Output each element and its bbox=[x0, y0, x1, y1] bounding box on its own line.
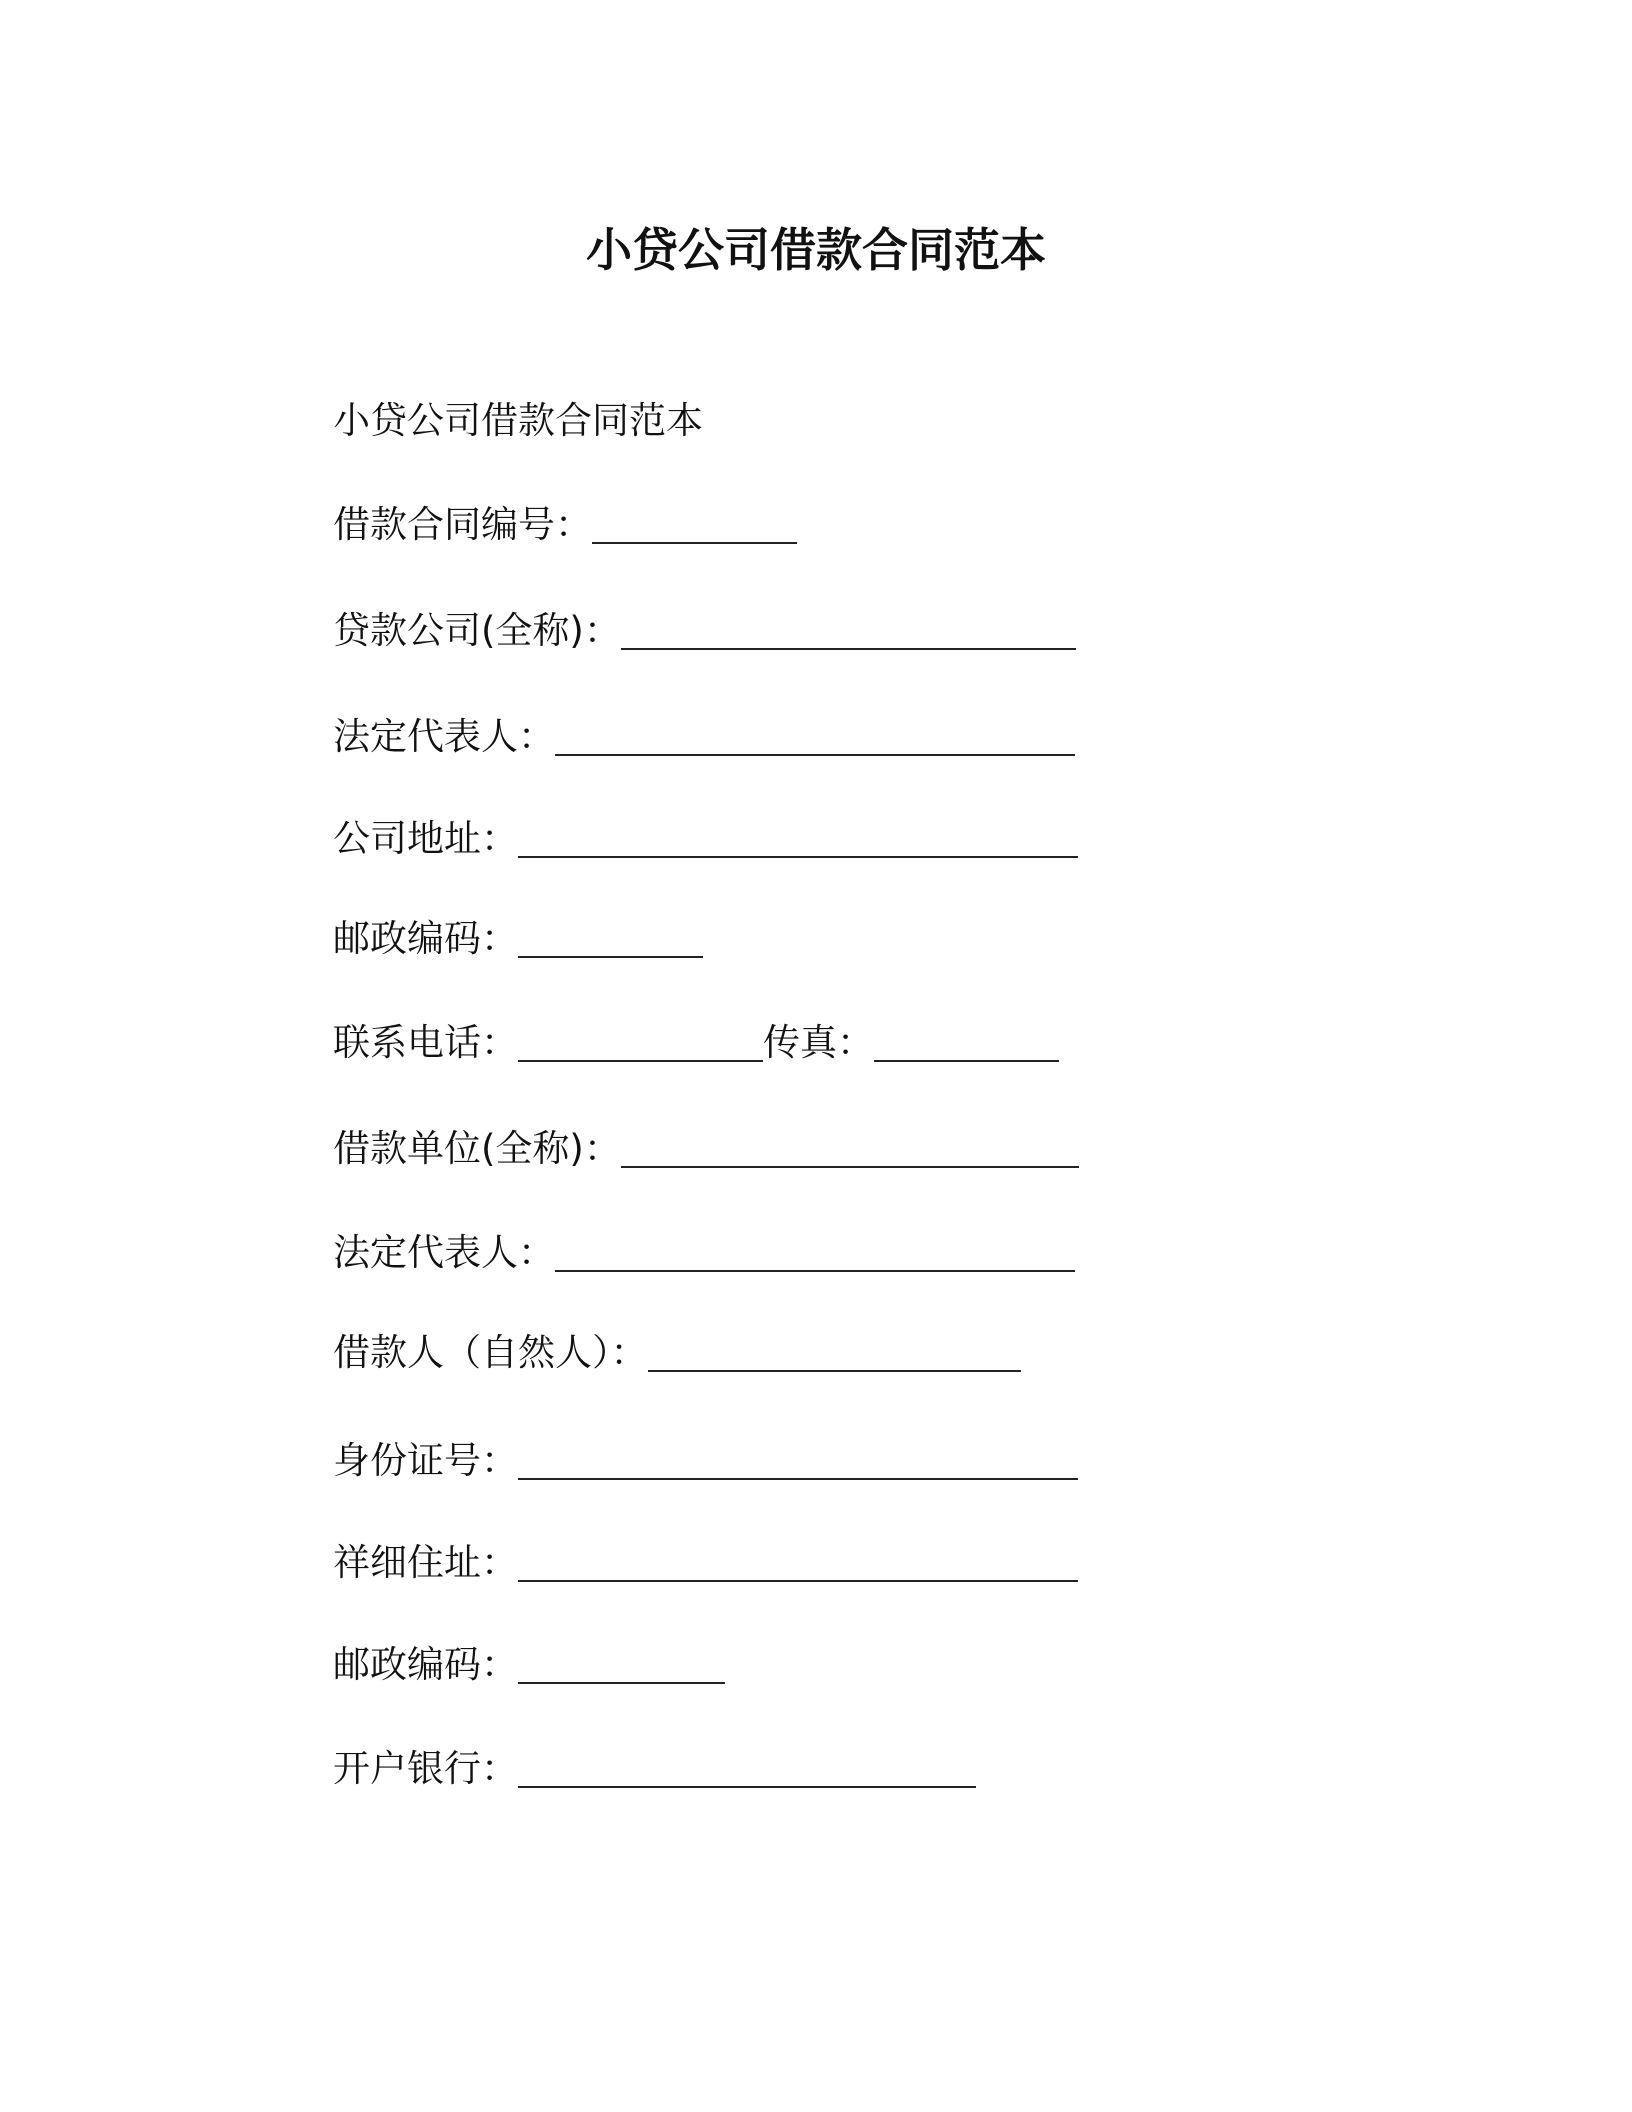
fill-blank bbox=[518, 820, 1078, 858]
fill-blank bbox=[621, 1130, 1079, 1168]
fill-blank bbox=[555, 718, 1075, 756]
field-contract-number bbox=[333, 500, 797, 550]
subtitle-text: 小贷公司借款合同范本 bbox=[333, 399, 703, 442]
field-phone-fax bbox=[333, 1018, 1059, 1068]
field-label: 邮政编码： bbox=[333, 917, 518, 960]
field-label: 联系电话： bbox=[333, 1021, 518, 1064]
field-company-address bbox=[333, 814, 1078, 864]
field-label: 借款人（自然人）： bbox=[333, 1331, 648, 1374]
fill-blank bbox=[648, 1334, 1021, 1372]
field-postal-code-2 bbox=[333, 1640, 725, 1690]
field-label: 祥细住址： bbox=[333, 1541, 518, 1584]
fill-blank bbox=[621, 612, 1076, 650]
field-label: 贷款公司(全称)： bbox=[333, 609, 621, 652]
fill-blank bbox=[518, 1646, 725, 1684]
field-label: 邮政编码： bbox=[333, 1643, 518, 1686]
fill-blank bbox=[592, 506, 797, 544]
field-label: 开户银行： bbox=[333, 1747, 518, 1790]
field-label: 法定代表人： bbox=[333, 1231, 555, 1274]
field-label: 借款单位(全称)： bbox=[333, 1127, 621, 1170]
fill-blank bbox=[555, 1234, 1075, 1272]
fill-blank bbox=[518, 920, 703, 958]
fill-blank bbox=[518, 1750, 976, 1788]
field-bank bbox=[333, 1744, 976, 1794]
field-label-fax: 传真： bbox=[763, 1021, 874, 1064]
fill-blank bbox=[518, 1442, 1078, 1480]
field-label: 公司地址： bbox=[333, 817, 518, 860]
fill-blank bbox=[874, 1024, 1059, 1062]
document-subtitle bbox=[333, 396, 703, 446]
field-postal-code bbox=[333, 914, 703, 964]
field-label: 借款合同编号： bbox=[333, 503, 592, 546]
field-id-number bbox=[333, 1436, 1078, 1486]
field-borrower-legal-representative bbox=[333, 1228, 1075, 1278]
document-title: 小贷公司借款合同范本 bbox=[586, 223, 1046, 277]
field-borrower-unit bbox=[333, 1124, 1079, 1174]
fill-blank bbox=[518, 1544, 1078, 1582]
field-lender-name bbox=[333, 606, 1076, 656]
field-label: 法定代表人： bbox=[333, 715, 555, 758]
field-legal-representative bbox=[333, 712, 1075, 762]
field-borrower-person bbox=[333, 1328, 1021, 1378]
field-detailed-address bbox=[333, 1538, 1078, 1588]
field-label: 身份证号： bbox=[333, 1439, 518, 1482]
fill-blank bbox=[518, 1024, 763, 1062]
